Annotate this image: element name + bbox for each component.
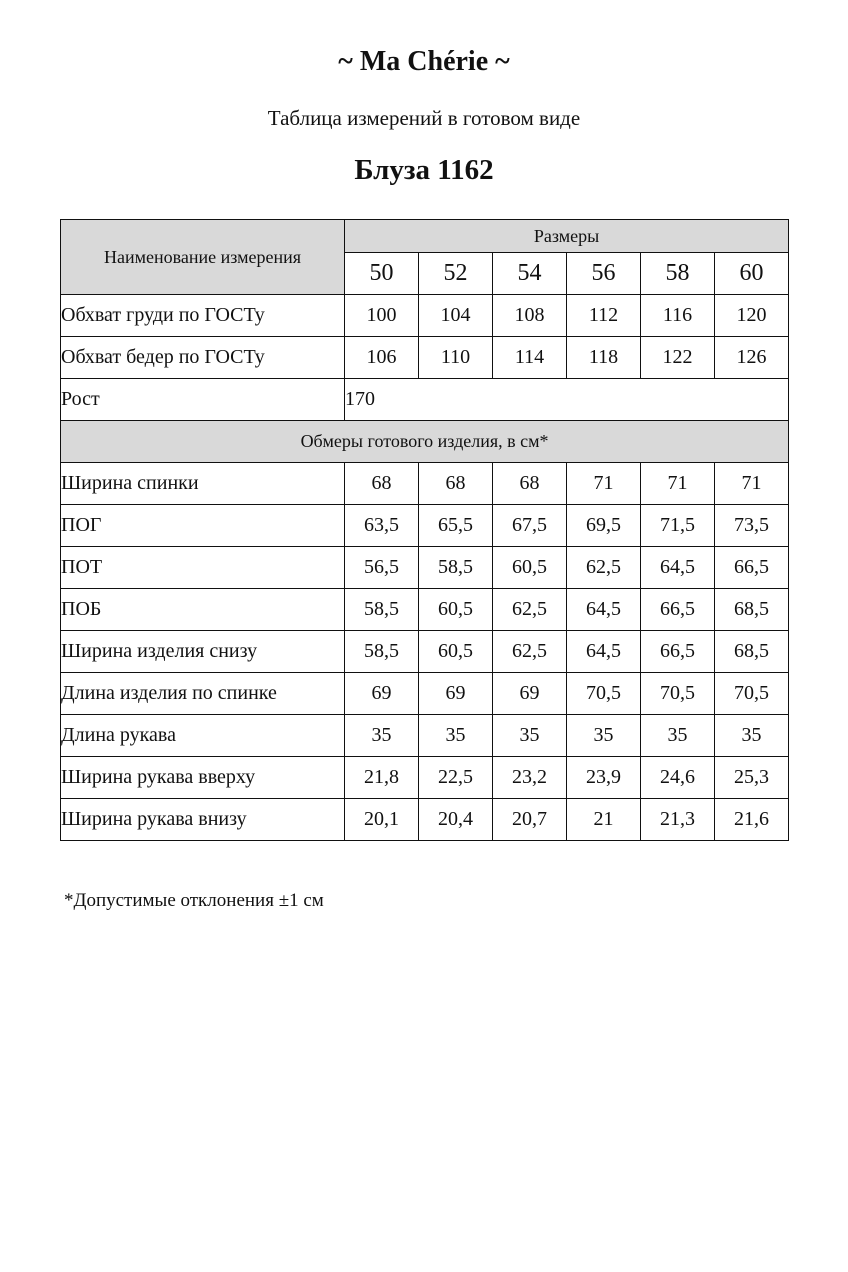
row-label: Ширина рукава вверху bbox=[61, 757, 345, 799]
growth-value: 170 bbox=[345, 379, 789, 421]
table-cell: 62,5 bbox=[567, 547, 641, 589]
table-cell: 21,8 bbox=[345, 757, 419, 799]
row-label: Рост bbox=[61, 379, 345, 421]
table-cell: 66,5 bbox=[641, 589, 715, 631]
table-cell: 35 bbox=[567, 715, 641, 757]
table-cell: 112 bbox=[567, 295, 641, 337]
table-row bbox=[61, 799, 789, 841]
table-cell: 66,5 bbox=[641, 631, 715, 673]
table-cell: 20,1 bbox=[345, 799, 419, 841]
table-cell: 20,4 bbox=[419, 799, 493, 841]
table-cell: 108 bbox=[493, 295, 567, 337]
size-header: 60 bbox=[715, 253, 789, 295]
table-cell: 35 bbox=[345, 715, 419, 757]
row-label: ПОТ bbox=[61, 547, 345, 589]
table-cell: 70,5 bbox=[567, 673, 641, 715]
table-cell: 22,5 bbox=[419, 757, 493, 799]
size-header: 50 bbox=[345, 253, 419, 295]
table-cell: 56,5 bbox=[345, 547, 419, 589]
table-subtitle: Таблица измерений в готовом виде bbox=[267, 106, 581, 130]
table-cell: 21 bbox=[567, 799, 641, 841]
row-label: Длина рукава bbox=[61, 715, 345, 757]
table-row bbox=[61, 547, 789, 589]
section-row bbox=[61, 421, 789, 463]
table-cell: 60,5 bbox=[419, 589, 493, 631]
table-row bbox=[61, 379, 789, 421]
table-cell: 23,2 bbox=[493, 757, 567, 799]
table-row bbox=[61, 505, 789, 547]
table-cell: 106 bbox=[345, 337, 419, 379]
table-cell: 69 bbox=[419, 673, 493, 715]
row-label: ПОБ bbox=[61, 589, 345, 631]
table-row bbox=[61, 673, 789, 715]
table-cell: 100 bbox=[345, 295, 419, 337]
table-cell: 120 bbox=[715, 295, 789, 337]
table-cell: 21,3 bbox=[641, 799, 715, 841]
table-row bbox=[61, 715, 789, 757]
row-label: ПОГ bbox=[61, 505, 345, 547]
size-table bbox=[60, 219, 789, 841]
table-cell: 73,5 bbox=[715, 505, 789, 547]
table-cell: 68 bbox=[493, 463, 567, 505]
size-header: 52 bbox=[419, 253, 493, 295]
table-cell: 71 bbox=[641, 463, 715, 505]
table-cell: 62,5 bbox=[493, 589, 567, 631]
product-title: Блуза 1162 bbox=[354, 154, 494, 186]
table-cell: 60,5 bbox=[419, 631, 493, 673]
row-label: Ширина рукава внизу bbox=[61, 799, 345, 841]
table-cell: 68 bbox=[345, 463, 419, 505]
measurement-name-header: Наименование измерения bbox=[61, 220, 345, 295]
brand-title: ~ Ma Chérie ~ bbox=[338, 46, 510, 77]
row-label: Ширина спинки bbox=[61, 463, 345, 505]
table-cell: 63,5 bbox=[345, 505, 419, 547]
table-cell: 20,7 bbox=[493, 799, 567, 841]
table-cell: 116 bbox=[641, 295, 715, 337]
table-cell: 68,5 bbox=[715, 589, 789, 631]
size-header: 56 bbox=[567, 253, 641, 295]
table-cell: 60,5 bbox=[493, 547, 567, 589]
table-cell: 64,5 bbox=[567, 631, 641, 673]
table-cell: 114 bbox=[493, 337, 567, 379]
table-cell: 35 bbox=[419, 715, 493, 757]
table-cell: 58,5 bbox=[345, 631, 419, 673]
row-label: Обхват груди по ГОСТу bbox=[61, 295, 345, 337]
table-cell: 70,5 bbox=[715, 673, 789, 715]
table-cell: 70,5 bbox=[641, 673, 715, 715]
table-cell: 69 bbox=[493, 673, 567, 715]
table-row bbox=[61, 337, 789, 379]
table-cell: 71 bbox=[715, 463, 789, 505]
table-row bbox=[61, 631, 789, 673]
table-cell: 69 bbox=[345, 673, 419, 715]
size-header: 54 bbox=[493, 253, 567, 295]
table-row bbox=[61, 589, 789, 631]
table-cell: 68 bbox=[419, 463, 493, 505]
table-cell: 110 bbox=[419, 337, 493, 379]
row-label: Обхват бедер по ГОСТу bbox=[61, 337, 345, 379]
table-cell: 71 bbox=[567, 463, 641, 505]
table-cell: 35 bbox=[493, 715, 567, 757]
table-cell: 58,5 bbox=[345, 589, 419, 631]
row-label: Ширина изделия снизу bbox=[61, 631, 345, 673]
table-cell: 35 bbox=[641, 715, 715, 757]
table-cell: 58,5 bbox=[419, 547, 493, 589]
table-cell: 104 bbox=[419, 295, 493, 337]
table-cell: 24,6 bbox=[641, 757, 715, 799]
table-row bbox=[61, 757, 789, 799]
table-cell: 122 bbox=[641, 337, 715, 379]
table-cell: 35 bbox=[715, 715, 789, 757]
table-cell: 71,5 bbox=[641, 505, 715, 547]
table-cell: 65,5 bbox=[419, 505, 493, 547]
table-cell: 68,5 bbox=[715, 631, 789, 673]
table-cell: 64,5 bbox=[567, 589, 641, 631]
table-row bbox=[61, 463, 789, 505]
table-cell: 118 bbox=[567, 337, 641, 379]
table-cell: 21,6 bbox=[715, 799, 789, 841]
sizes-header: Размеры bbox=[345, 220, 789, 253]
tolerance-footnote: *Допустимые отклонения ±1 см bbox=[64, 890, 324, 911]
size-header: 58 bbox=[641, 253, 715, 295]
section-header: Обмеры готового изделия, в см* bbox=[61, 421, 789, 463]
row-label: Длина изделия по спинке bbox=[61, 673, 345, 715]
table-cell: 126 bbox=[715, 337, 789, 379]
table-cell: 69,5 bbox=[567, 505, 641, 547]
table-cell: 66,5 bbox=[715, 547, 789, 589]
table-cell: 62,5 bbox=[493, 631, 567, 673]
table-cell: 64,5 bbox=[641, 547, 715, 589]
table-cell: 23,9 bbox=[567, 757, 641, 799]
table-row bbox=[61, 295, 789, 337]
table-cell: 67,5 bbox=[493, 505, 567, 547]
table-cell: 25,3 bbox=[715, 757, 789, 799]
